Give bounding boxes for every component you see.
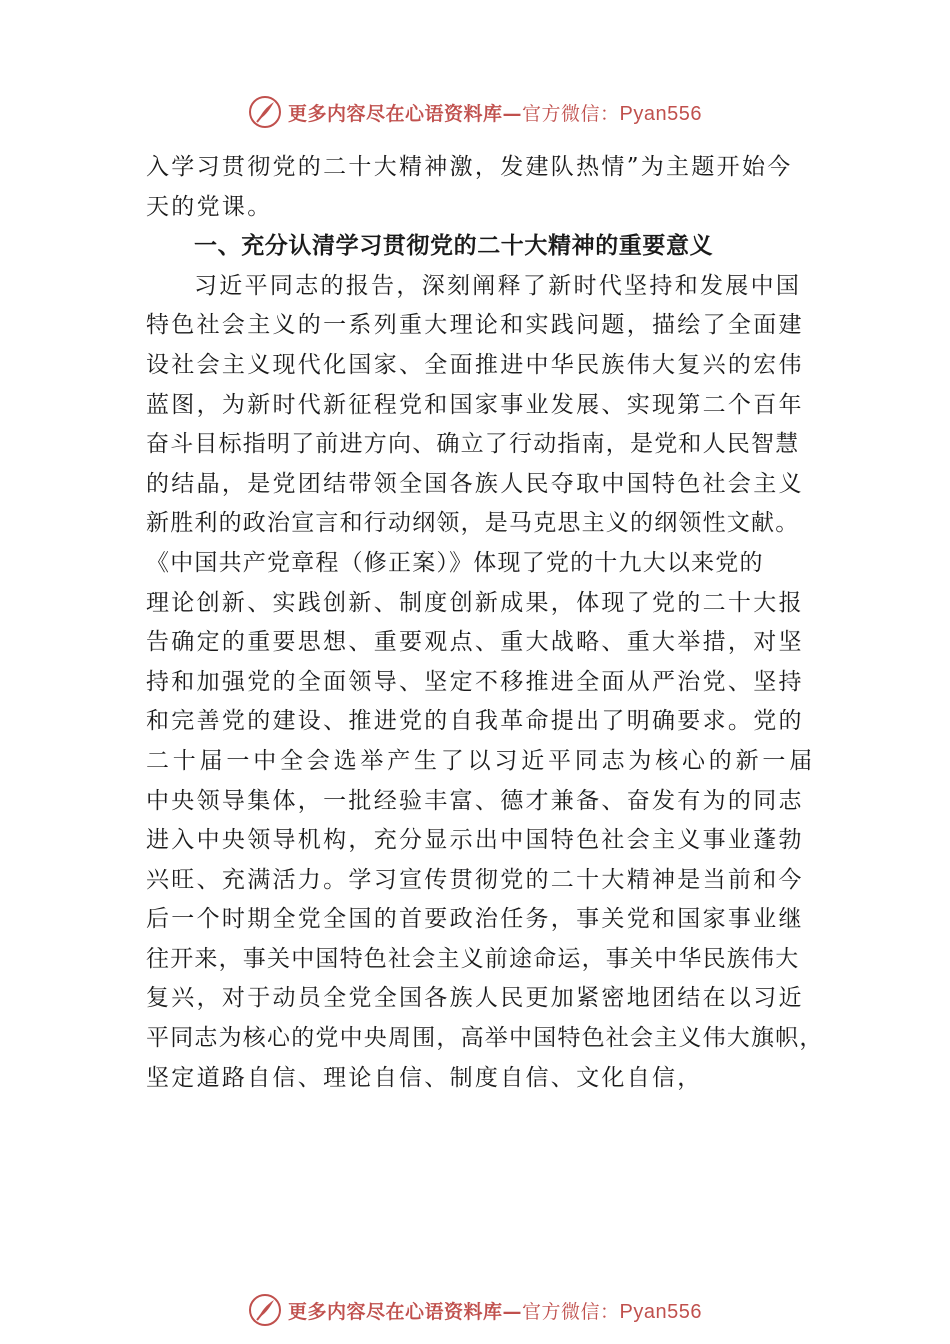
watermark-main: 更多内容尽在心语资料库 <box>288 1300 503 1323</box>
paragraph-line: 复兴，对于动员全党全国各族人民更加紧密地团结在以习近 <box>146 985 804 1012</box>
paragraph-line: 后一个时期全党全国的首要政治任务，事关党和国家事业继 <box>146 906 804 933</box>
paragraph-line: 往开来，事关中国特色社会主义前途命运，事关中华民族伟大 <box>146 945 800 972</box>
section-heading: 一、充分认清学习贯彻党的二十大精神的重要意义 <box>194 233 714 260</box>
watermark-main: 更多内容尽在心语资料库 <box>288 102 503 125</box>
text-line: 天的党课。 <box>146 193 273 220</box>
footer-watermark <box>0 1290 950 1330</box>
paragraph-line: 蓝图，为新时代新征程党和国家事业发展、实现第二个百年 <box>146 391 804 418</box>
paragraph-line: 坚定道路自信、理论自信、制度自信、文化自信， <box>146 1064 703 1091</box>
watermark-wechat-id: Pyan556 <box>619 1300 702 1323</box>
watermark-dash: — <box>502 102 523 125</box>
text-line: 入学习贯彻党的二十大精神激，发建队热情”为主题开始今 <box>146 154 793 180</box>
quill-logo-icon <box>248 1293 282 1327</box>
paragraph-line: 二十届一中全会选举产生了以习近平同志为核心的新一届 <box>146 747 816 774</box>
paragraph-line: 理论创新、实践创新、制度创新成果，体现了党的二十大报 <box>146 589 804 616</box>
watermark-dash: — <box>502 1300 523 1323</box>
paragraph-line: 习近平同志的报告，深刻阐释了新时代坚持和发展中国 <box>194 272 802 299</box>
paragraph-line: 中央领导集体，一批经验丰富、德才兼备、奋发有为的同志 <box>146 787 804 814</box>
quill-logo-icon <box>248 95 282 129</box>
document-body <box>146 148 822 1098</box>
watermark-wechat-label: 官方微信： <box>522 102 620 125</box>
paragraph-line: 的结晶，是党团结带领全国各族人民夺取中国特色社会主义 <box>146 470 804 497</box>
watermark-text <box>288 1297 702 1324</box>
watermark-wechat-label: 官方微信： <box>522 1300 620 1323</box>
paragraph-line: 兴旺、充满活力。学习宣传贯彻党的二十大精神是当前和今 <box>146 866 804 893</box>
paragraph-line: 平同志为核心的党中央周围，高举中国特色社会主义伟大旗帜， <box>146 1025 824 1052</box>
paragraph-line: 设社会主义现代化国家、全面推进中华民族伟大复兴的宏伟 <box>146 351 804 378</box>
paragraph-line: 告确定的重要思想、重要观点、重大战略、重大举措，对坚 <box>146 629 804 656</box>
paragraph-line: 进入中央领导机构，充分显示出中国特色社会主义事业蓬勃 <box>146 827 804 854</box>
paragraph-line: 特色社会主义的一系列重大理论和实践问题，描绘了全面建 <box>146 312 804 339</box>
header-watermark <box>0 92 950 132</box>
paragraph-line: 和完善党的建设、推进党的自我革命提出了明确要求。党的 <box>146 708 804 735</box>
paragraph-line: 《中国共产党章程（修正案）》体现了党的十九大以来党的 <box>146 549 764 576</box>
paragraph-line: 奋斗目标指明了前进方向、确立了行动指南，是党和人民智慧 <box>146 431 800 458</box>
watermark-text <box>288 99 702 126</box>
paragraph-line: 持和加强党的全面领导、坚定不移推进全面从严治党、坚持 <box>146 668 804 695</box>
watermark-wechat-id: Pyan556 <box>619 102 702 125</box>
paragraph-line: 新胜利的政治宣言和行动纲领，是马克思主义的纲领性文献。 <box>146 510 800 537</box>
